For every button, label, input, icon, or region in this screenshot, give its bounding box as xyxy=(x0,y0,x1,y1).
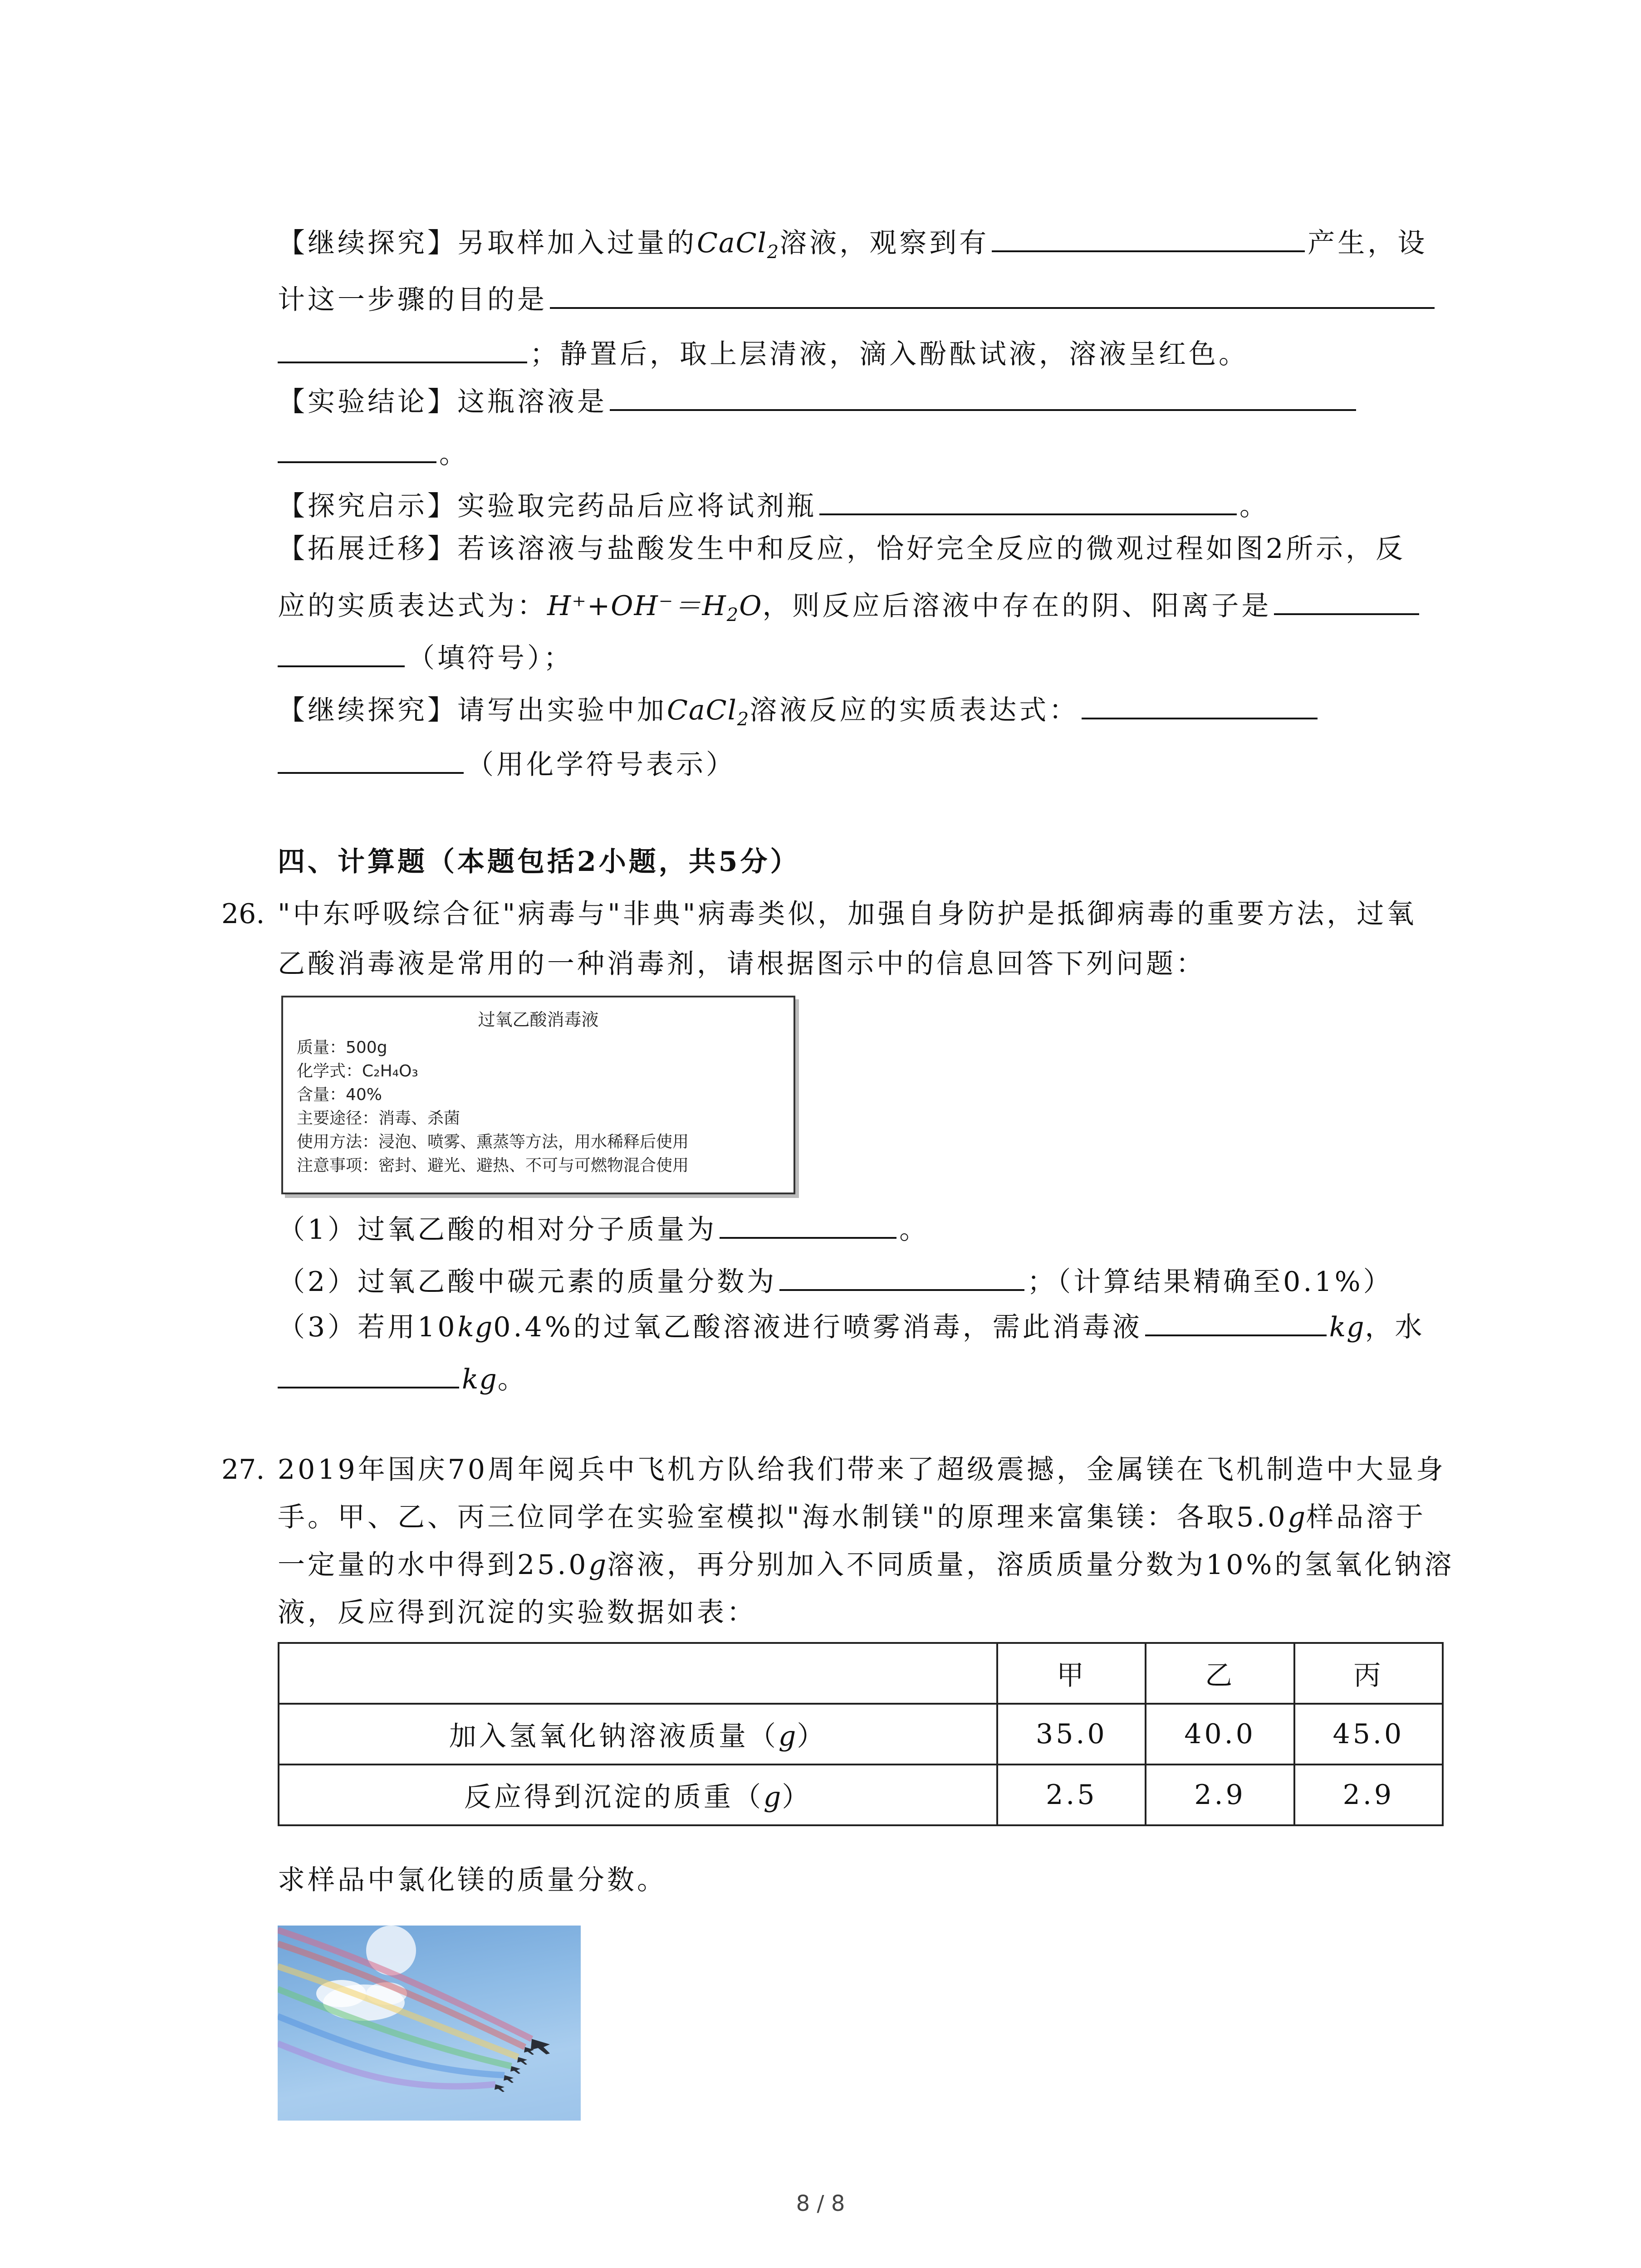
label-row: 含量：40% xyxy=(297,1085,382,1104)
text-line: 一定量的水中得到25.0g溶液，再分别加入不同质量，溶质质量分数为10%的氢氧化钠溶 xyxy=(278,1549,1455,1581)
text-line: 【实验结论】这瓶溶液是 xyxy=(278,381,1359,420)
answer-blank[interactable] xyxy=(819,485,1237,515)
label-row: 使用方法：浸泡、喷雾、熏蒸等方法，用水稀释后使用 xyxy=(297,1133,689,1151)
text-line: （用化学符号表示） xyxy=(278,744,736,783)
question-number: 27. xyxy=(221,1454,265,1486)
text-line: 【探究启示】实验取完药品后应将试剂瓶 。 xyxy=(278,485,1269,524)
text-line: （1）过氧乙酸的相对分子质量为 。 xyxy=(278,1209,929,1248)
table-header-row xyxy=(279,1643,1443,1704)
table-row xyxy=(279,1765,1443,1825)
label-row: 化学式：C₂H₄O₃ xyxy=(297,1062,418,1080)
text-line: （填符号）； xyxy=(278,637,573,676)
airshow-illustration xyxy=(278,1926,581,2121)
answer-blank[interactable] xyxy=(278,433,436,463)
label-row: 注意事项：密封、避光、避热、不可与可燃物混合使用 xyxy=(297,1156,689,1175)
text-line: ；静置后，取上层清液，滴入酚酞试液，溶液呈红色。 xyxy=(278,333,1249,372)
table-row xyxy=(279,1704,1443,1765)
text-line: （3）若用10kg0.4%的过氧乙酸溶液进行喷雾消毒，需此消毒液 kg，水 xyxy=(278,1306,1425,1345)
table-header-cell: 乙 xyxy=(1146,1643,1294,1704)
table-header-cell: 甲 xyxy=(997,1643,1146,1704)
table-row-label: 反应得到沉淀的质重（g） xyxy=(279,1765,997,1825)
answer-blank[interactable] xyxy=(1145,1306,1327,1336)
table-cell: 45.0 xyxy=(1294,1704,1443,1765)
text-line: 【继续探究】请写出实验中加CaCl$_2$溶液反应的实质表达式： xyxy=(278,689,1320,738)
experiment-data-table xyxy=(278,1642,1444,1826)
text-line: 乙酸消毒液是常用的一种消毒剂，请根据图示中的信息回答下列问题： xyxy=(278,948,1206,980)
answer-blank[interactable] xyxy=(278,744,464,774)
table-cell: 2.9 xyxy=(1146,1765,1294,1825)
answer-blank[interactable] xyxy=(720,1209,896,1239)
label-title: 过氧乙酸消毒液 xyxy=(478,1010,599,1030)
answer-blank[interactable] xyxy=(278,1359,459,1388)
text-line: 。 xyxy=(278,433,469,472)
answer-blank[interactable] xyxy=(1274,585,1419,615)
question-prompt: 求样品中氯化镁的质量分数。 xyxy=(278,1864,667,1896)
table-cell: 2.9 xyxy=(1294,1765,1443,1825)
table-row-label: 加入氢氧化钠溶液质量（g） xyxy=(279,1704,997,1765)
text-line: 应的实质表达式为：$H^++OH^-=H_2O$，则反应后溶液中存在的阴、阳离子是 xyxy=(278,585,1422,633)
page-number: 8 / 8 xyxy=(796,2191,845,2216)
text-line: 液，反应得到沉淀的实验数据如表： xyxy=(278,1597,757,1628)
text-line: 计这一步骤的目的是 xyxy=(278,279,1437,318)
answer-blank[interactable] xyxy=(1082,689,1318,719)
text-line: 【继续探究】另取样加入过量的CaCl$_2$溶液，观察到有 产生，设 xyxy=(278,222,1427,270)
answer-blank[interactable] xyxy=(610,381,1356,411)
answer-blank[interactable] xyxy=(779,1261,1024,1291)
answer-blank[interactable] xyxy=(278,333,527,363)
answer-blank[interactable] xyxy=(992,222,1305,252)
section-heading: 四、计算题（本题包括2小题，共5分） xyxy=(278,846,800,878)
text-line: （2）过氧乙酸中碳元素的质量分数为 ；（计算结果精确至0.1%） xyxy=(278,1261,1393,1300)
text-line: kg。 xyxy=(278,1359,528,1398)
table-cell: 2.5 xyxy=(997,1765,1146,1825)
table-cell: 40.0 xyxy=(1146,1704,1294,1765)
label-row: 主要途径：消毒、杀菌 xyxy=(297,1109,460,1128)
disinfectant-label xyxy=(281,996,795,1194)
text-line: "中东呼吸综合征"病毒与"非典"病毒类似，加强自身防护是抵御病毒的重要方法，过氧 xyxy=(278,898,1417,930)
answer-blank[interactable] xyxy=(278,637,405,667)
question-number: 26. xyxy=(221,898,265,930)
text-line: 手。甲、乙、丙三位同学在实验室模拟"海水制镁"的原理来富集镁：各取5.0g样品溶于 xyxy=(278,1501,1426,1533)
label-row: 质量：500g xyxy=(297,1038,387,1057)
table-cell: 35.0 xyxy=(997,1704,1146,1765)
answer-blank[interactable] xyxy=(550,279,1435,309)
text-line: 2019年国庆70周年阅兵中飞机方队给我们带来了超级震撼，金属镁在飞机制造中大显身 xyxy=(278,1454,1446,1486)
table-header-cell xyxy=(279,1643,997,1704)
table-header-cell: 丙 xyxy=(1294,1643,1443,1704)
text-line: 【拓展迁移】若该溶液与盐酸发生中和反应，恰好完全反应的微观过程如图2所示，反 xyxy=(278,533,1406,565)
airshow-photo xyxy=(278,1926,581,2121)
